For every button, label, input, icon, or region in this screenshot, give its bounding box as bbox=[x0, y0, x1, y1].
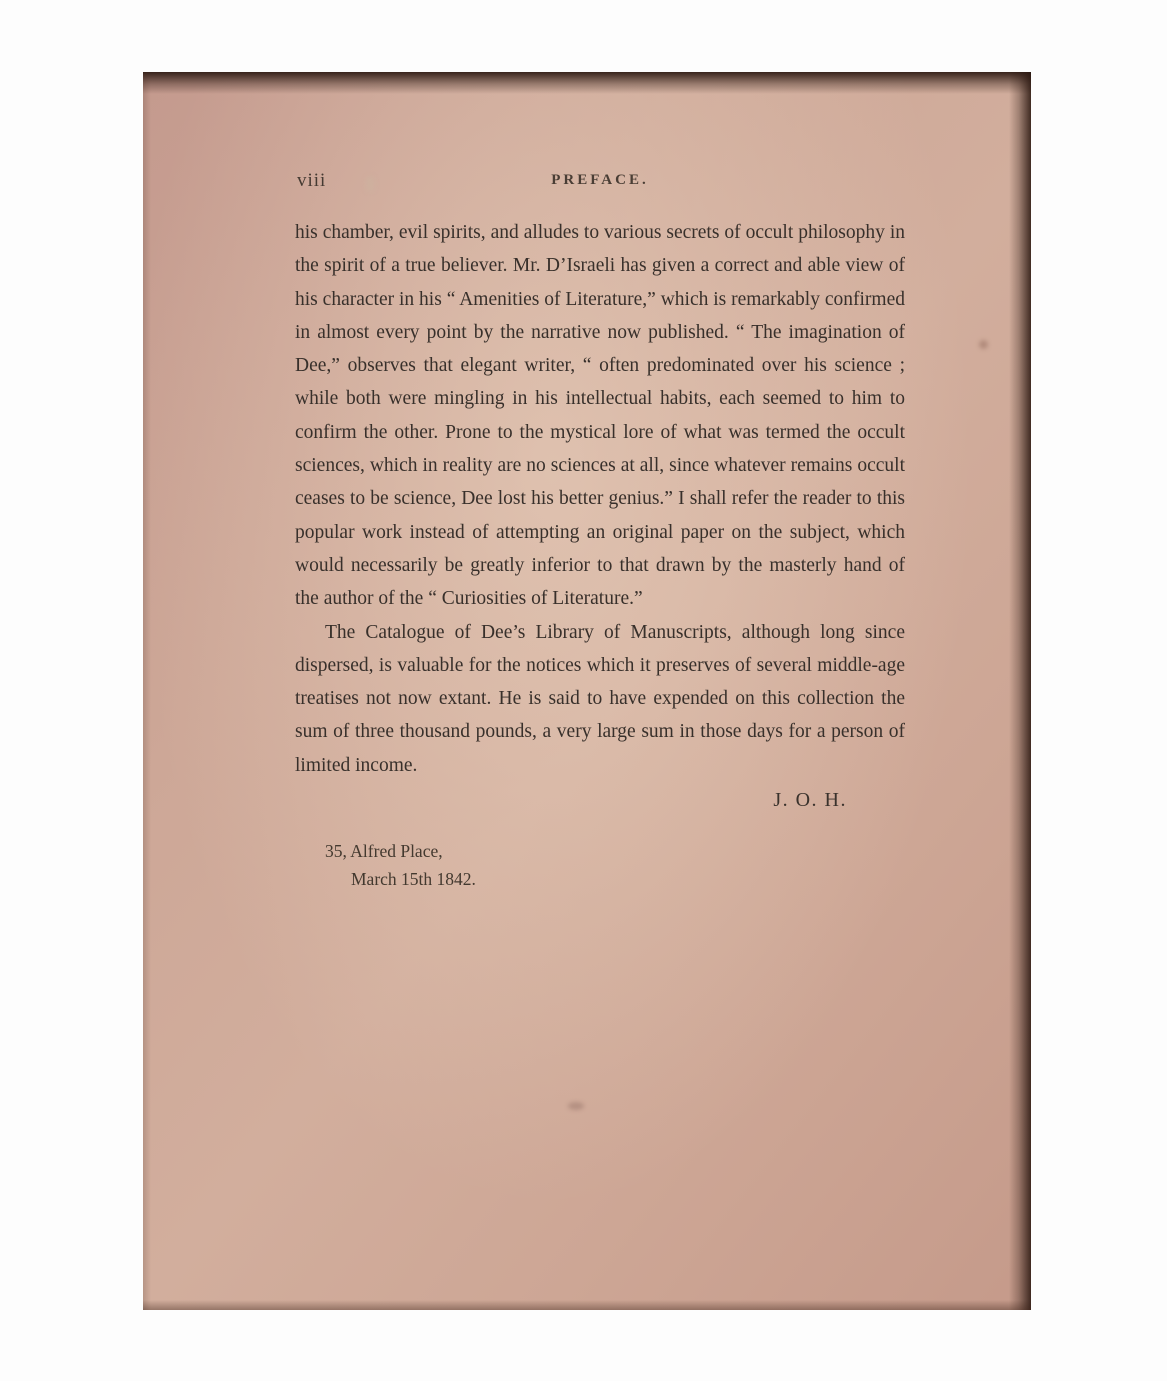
address-line: 35, Alfred Place, bbox=[325, 841, 443, 862]
running-header bbox=[295, 170, 905, 196]
page-edge-right-shadow bbox=[1009, 72, 1031, 1310]
author-initials: J. O. H. bbox=[773, 789, 847, 812]
scan-smudge bbox=[979, 340, 988, 349]
page-title: PREFACE. bbox=[551, 172, 649, 188]
paragraph: his chamber, evil spirits, and alludes to various secrets of occult philosophy in the spirit of a true believer. Mr. D’Israeli has given a correct and able view of his character in his “ Amenities of Literature,” which is remarkably confirmed in almost every point by the narrative now published. “ The imagination of Dee,” observes that elegant writer, “ often predominated over his science ; while both were mingling in his intellectual habits, each seemed to him to confirm the other. Prone to the mystical lore of what was termed the occult sciences, which in reality are no sciences at all, since whatever remains occult ceases to be science, Dee lost his better genius.” I shall refer the reader to this popular work instead of attempting an original paper on the subject, which would necessarily be greatly inferior to that drawn by the masterly hand of the author of the “ Curiosities of Literature.” bbox=[295, 222, 905, 610]
paragraph: The Catalogue of Dee’s Library of Manuscripts, although long since dispersed, is valuable for the notices which it preserves of several middle-age treatises not now extant. He is said to have expended on this collection the sum of three thousand pounds, a very large sum in those days for a person of limited income. bbox=[295, 621, 905, 776]
body-text bbox=[295, 216, 905, 893]
book-page bbox=[143, 72, 1031, 1310]
dateline bbox=[295, 837, 905, 893]
scan-smudge bbox=[568, 1102, 584, 1110]
date-line: March 15th 1842. bbox=[351, 869, 476, 890]
page-edge-left-shadow bbox=[143, 72, 151, 1310]
page-number: viii bbox=[297, 170, 327, 191]
page-edge-bottom-shadow bbox=[143, 1300, 1031, 1310]
page-edge-top-shadow bbox=[143, 72, 1031, 94]
